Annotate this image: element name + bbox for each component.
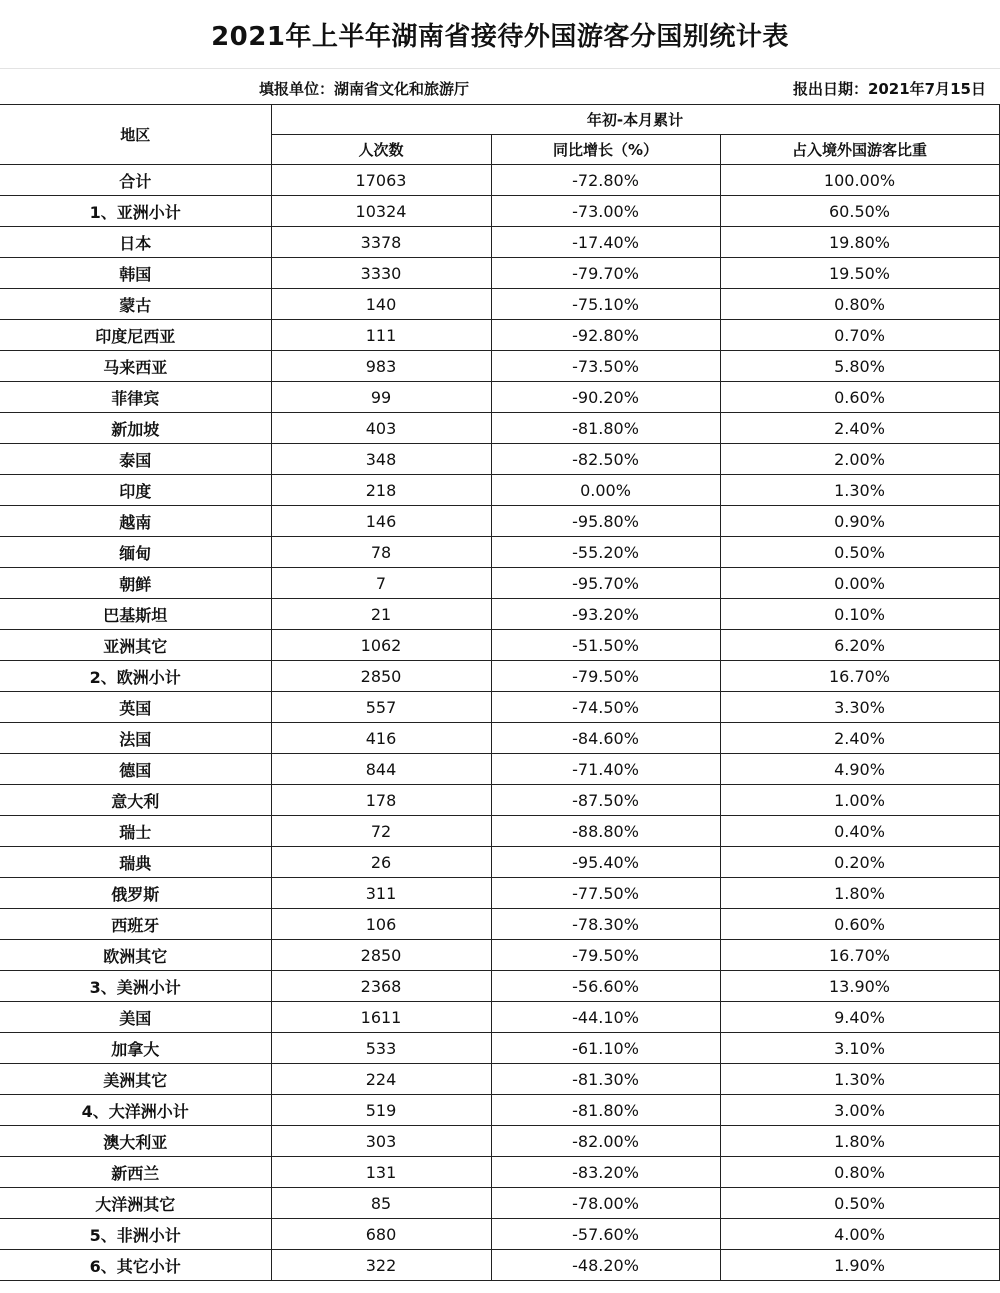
growth-cell: -95.70% xyxy=(491,568,720,599)
region-cell: 4、大洋洲小计 xyxy=(0,1095,271,1126)
region-cell: 欧洲其它 xyxy=(0,940,271,971)
visits-cell: 131 xyxy=(271,1157,491,1188)
growth-cell: -84.60% xyxy=(491,723,720,754)
visits-cell: 3378 xyxy=(271,227,491,258)
visits-cell: 178 xyxy=(271,785,491,816)
share-cell: 4.00% xyxy=(720,1219,999,1250)
region-cell: 西班牙 xyxy=(0,909,271,940)
visits-cell: 7 xyxy=(271,568,491,599)
table-row xyxy=(0,227,999,258)
table-row xyxy=(0,1157,999,1188)
region-cell: 德国 xyxy=(0,754,271,785)
visits-cell: 106 xyxy=(271,909,491,940)
share-cell: 0.20% xyxy=(720,847,999,878)
growth-cell: -48.20% xyxy=(491,1250,720,1281)
visits-cell: 680 xyxy=(271,1219,491,1250)
table-row xyxy=(0,878,999,909)
growth-cell: -73.00% xyxy=(491,196,720,227)
divider xyxy=(0,68,1000,69)
region-cell: 新西兰 xyxy=(0,1157,271,1188)
statistics-table xyxy=(0,104,1000,1281)
table-row xyxy=(0,816,999,847)
region-cell: 瑞士 xyxy=(0,816,271,847)
visits-cell: 311 xyxy=(271,878,491,909)
visits-cell: 111 xyxy=(271,320,491,351)
growth-cell: -88.80% xyxy=(491,816,720,847)
table-row xyxy=(0,289,999,320)
table-row xyxy=(0,196,999,227)
table-row xyxy=(0,1250,999,1281)
share-cell: 16.70% xyxy=(720,661,999,692)
table-row xyxy=(0,320,999,351)
visits-cell: 2850 xyxy=(271,940,491,971)
growth-cell: -92.80% xyxy=(491,320,720,351)
growth-cell: -81.80% xyxy=(491,413,720,444)
table-row xyxy=(0,692,999,723)
table-row xyxy=(0,661,999,692)
visits-cell: 21 xyxy=(271,599,491,630)
table-row xyxy=(0,847,999,878)
region-cell: 英国 xyxy=(0,692,271,723)
region-cell: 印度尼西亚 xyxy=(0,320,271,351)
share-cell: 1.30% xyxy=(720,1064,999,1095)
growth-cell: -55.20% xyxy=(491,537,720,568)
share-cell: 6.20% xyxy=(720,630,999,661)
table-row xyxy=(0,475,999,506)
visits-cell: 322 xyxy=(271,1250,491,1281)
visits-cell: 403 xyxy=(271,413,491,444)
table-row xyxy=(0,1002,999,1033)
table-row xyxy=(0,754,999,785)
share-cell: 19.50% xyxy=(720,258,999,289)
share-cell: 0.40% xyxy=(720,816,999,847)
share-cell: 1.00% xyxy=(720,785,999,816)
region-cell: 美洲其它 xyxy=(0,1064,271,1095)
share-cell: 1.30% xyxy=(720,475,999,506)
table-row xyxy=(0,1126,999,1157)
growth-cell: -95.80% xyxy=(491,506,720,537)
visits-cell: 1611 xyxy=(271,1002,491,1033)
share-cell: 0.60% xyxy=(720,909,999,940)
share-cell: 1.80% xyxy=(720,1126,999,1157)
growth-cell: -81.30% xyxy=(491,1064,720,1095)
visits-cell: 416 xyxy=(271,723,491,754)
share-cell: 0.00% xyxy=(720,568,999,599)
growth-cell: -61.10% xyxy=(491,1033,720,1064)
share-cell: 1.90% xyxy=(720,1250,999,1281)
share-cell: 60.50% xyxy=(720,196,999,227)
table-row xyxy=(0,568,999,599)
table-row xyxy=(0,537,999,568)
visits-cell: 72 xyxy=(271,816,491,847)
growth-cell: -56.60% xyxy=(491,971,720,1002)
region-cell: 美国 xyxy=(0,1002,271,1033)
growth-cell: -73.50% xyxy=(491,351,720,382)
visits-cell: 140 xyxy=(271,289,491,320)
share-header: 占入境外国游客比重 xyxy=(720,135,999,165)
region-cell: 澳大利亚 xyxy=(0,1126,271,1157)
visits-cell: 533 xyxy=(271,1033,491,1064)
growth-cell: -81.80% xyxy=(491,1095,720,1126)
header-row-group xyxy=(0,105,999,135)
growth-cell: -75.10% xyxy=(491,289,720,320)
visits-cell: 2850 xyxy=(271,661,491,692)
visits-cell: 224 xyxy=(271,1064,491,1095)
growth-cell: -77.50% xyxy=(491,878,720,909)
share-cell: 19.80% xyxy=(720,227,999,258)
growth-cell: -78.30% xyxy=(491,909,720,940)
visits-cell: 557 xyxy=(271,692,491,723)
region-cell: 日本 xyxy=(0,227,271,258)
share-cell: 16.70% xyxy=(720,940,999,971)
growth-cell: -79.70% xyxy=(491,258,720,289)
share-cell: 3.00% xyxy=(720,1095,999,1126)
reporting-unit: 填报单位：湖南省文化和旅游厅 xyxy=(259,80,470,98)
share-cell: 0.80% xyxy=(720,1157,999,1188)
report-info-bar xyxy=(0,71,1000,103)
table-row xyxy=(0,723,999,754)
region-cell: 越南 xyxy=(0,506,271,537)
visits-cell: 26 xyxy=(271,847,491,878)
table-row xyxy=(0,940,999,971)
growth-cell: -17.40% xyxy=(491,227,720,258)
region-cell: 新加坡 xyxy=(0,413,271,444)
region-cell: 亚洲其它 xyxy=(0,630,271,661)
growth-cell: -57.60% xyxy=(491,1219,720,1250)
table-row xyxy=(0,1033,999,1064)
growth-cell: -72.80% xyxy=(491,165,720,196)
share-cell: 0.50% xyxy=(720,1188,999,1219)
table-body xyxy=(0,165,999,1281)
table-row xyxy=(0,971,999,1002)
share-cell: 2.40% xyxy=(720,413,999,444)
region-cell: 2、欧洲小计 xyxy=(0,661,271,692)
visits-cell: 10324 xyxy=(271,196,491,227)
share-cell: 0.70% xyxy=(720,320,999,351)
table-row xyxy=(0,1064,999,1095)
region-cell: 印度 xyxy=(0,475,271,506)
table-row xyxy=(0,165,999,196)
visits-cell: 983 xyxy=(271,351,491,382)
region-cell: 马来西亚 xyxy=(0,351,271,382)
share-cell: 3.10% xyxy=(720,1033,999,1064)
growth-cell: -44.10% xyxy=(491,1002,720,1033)
share-cell: 100.00% xyxy=(720,165,999,196)
visits-cell: 2368 xyxy=(271,971,491,1002)
share-cell: 2.40% xyxy=(720,723,999,754)
table-row xyxy=(0,258,999,289)
growth-cell: -51.50% xyxy=(491,630,720,661)
table-row xyxy=(0,1095,999,1126)
visits-cell: 1062 xyxy=(271,630,491,661)
region-cell: 加拿大 xyxy=(0,1033,271,1064)
region-cell: 泰国 xyxy=(0,444,271,475)
share-cell: 0.90% xyxy=(720,506,999,537)
visits-cell: 78 xyxy=(271,537,491,568)
region-cell: 6、其它小计 xyxy=(0,1250,271,1281)
region-cell: 巴基斯坦 xyxy=(0,599,271,630)
visits-cell: 218 xyxy=(271,475,491,506)
region-cell: 1、亚洲小计 xyxy=(0,196,271,227)
share-cell: 1.80% xyxy=(720,878,999,909)
region-header: 地区 xyxy=(0,105,271,165)
region-cell: 大洋洲其它 xyxy=(0,1188,271,1219)
growth-cell: -71.40% xyxy=(491,754,720,785)
visits-cell: 348 xyxy=(271,444,491,475)
share-cell: 5.80% xyxy=(720,351,999,382)
growth-cell: -78.00% xyxy=(491,1188,720,1219)
growth-cell: -93.20% xyxy=(491,599,720,630)
growth-cell: -87.50% xyxy=(491,785,720,816)
growth-header: 同比增长（%） xyxy=(491,135,720,165)
growth-cell: 0.00% xyxy=(491,475,720,506)
growth-cell: -95.40% xyxy=(491,847,720,878)
visits-cell: 303 xyxy=(271,1126,491,1157)
growth-cell: -82.00% xyxy=(491,1126,720,1157)
visits-cell: 146 xyxy=(271,506,491,537)
region-cell: 朝鲜 xyxy=(0,568,271,599)
share-cell: 9.40% xyxy=(720,1002,999,1033)
share-cell: 13.90% xyxy=(720,971,999,1002)
share-cell: 2.00% xyxy=(720,444,999,475)
table-row xyxy=(0,785,999,816)
page-title: 2021年上半年湖南省接待外国游客分国别统计表 xyxy=(211,21,789,52)
share-cell: 0.50% xyxy=(720,537,999,568)
table-row xyxy=(0,382,999,413)
visits-cell: 519 xyxy=(271,1095,491,1126)
region-cell: 韩国 xyxy=(0,258,271,289)
share-cell: 0.80% xyxy=(720,289,999,320)
region-cell: 俄罗斯 xyxy=(0,878,271,909)
growth-cell: -82.50% xyxy=(491,444,720,475)
growth-cell: -79.50% xyxy=(491,940,720,971)
region-cell: 瑞典 xyxy=(0,847,271,878)
table-row xyxy=(0,444,999,475)
region-cell: 合计 xyxy=(0,165,271,196)
report-date: 报出日期：2021年7月15日 xyxy=(792,80,986,98)
share-cell: 4.90% xyxy=(720,754,999,785)
growth-cell: -74.50% xyxy=(491,692,720,723)
table-row xyxy=(0,630,999,661)
visits-cell: 85 xyxy=(271,1188,491,1219)
table-row xyxy=(0,1219,999,1250)
visits-cell: 17063 xyxy=(271,165,491,196)
table-row xyxy=(0,506,999,537)
region-cell: 5、非洲小计 xyxy=(0,1219,271,1250)
growth-cell: -83.20% xyxy=(491,1157,720,1188)
visits-header: 人次数 xyxy=(271,135,491,165)
share-cell: 0.10% xyxy=(720,599,999,630)
region-cell: 蒙古 xyxy=(0,289,271,320)
region-cell: 法国 xyxy=(0,723,271,754)
visits-cell: 844 xyxy=(271,754,491,785)
table-row xyxy=(0,909,999,940)
region-cell: 缅甸 xyxy=(0,537,271,568)
table-row xyxy=(0,1188,999,1219)
cumulative-group-header: 年初-本月累计 xyxy=(271,105,999,135)
share-cell: 0.60% xyxy=(720,382,999,413)
table-row xyxy=(0,351,999,382)
region-cell: 意大利 xyxy=(0,785,271,816)
region-cell: 3、美洲小计 xyxy=(0,971,271,1002)
table-row xyxy=(0,413,999,444)
visits-cell: 99 xyxy=(271,382,491,413)
table-row xyxy=(0,599,999,630)
growth-cell: -90.20% xyxy=(491,382,720,413)
visits-cell: 3330 xyxy=(271,258,491,289)
region-cell: 菲律宾 xyxy=(0,382,271,413)
share-cell: 3.30% xyxy=(720,692,999,723)
growth-cell: -79.50% xyxy=(491,661,720,692)
